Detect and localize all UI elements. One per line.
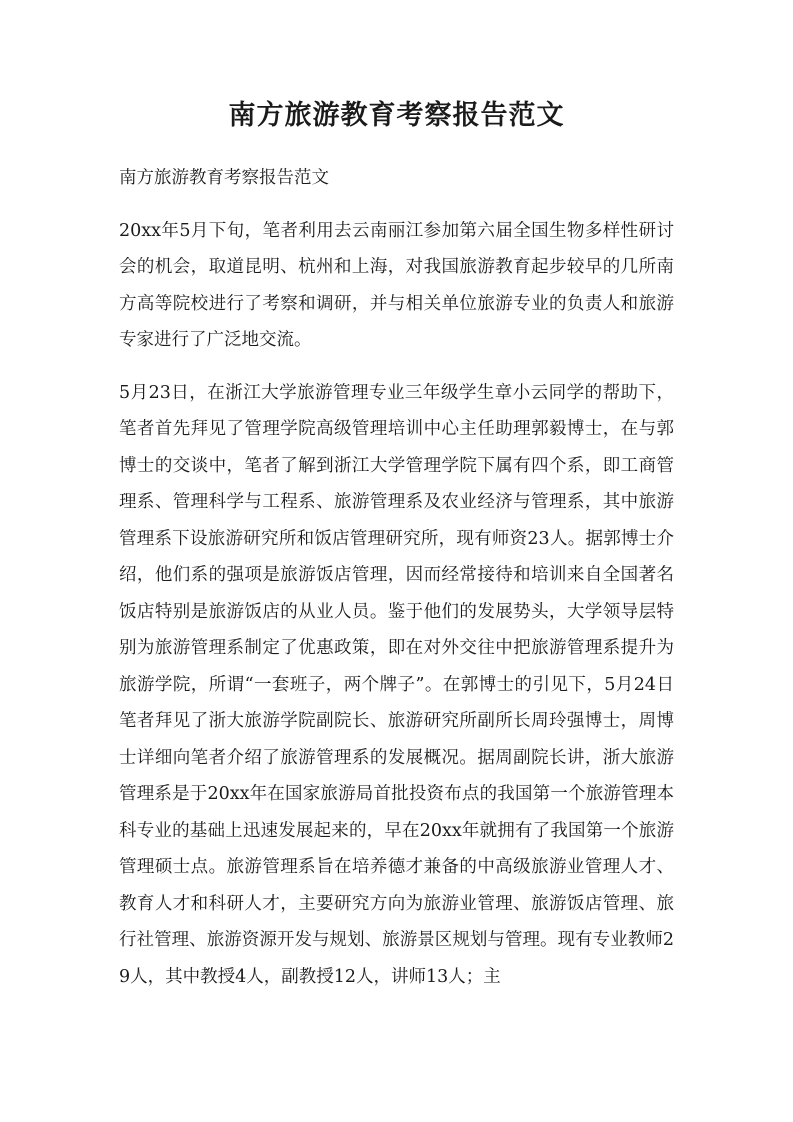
paragraph-zhejiang-visit: 5月23日，在浙江大学旅游管理专业三年级学生章小云同学的帮助下，笔者首先拜见了管理学院高级管理培训中心主任助理郭毅博士，在与郭博士的交谈中，笔者了解到浙江大学管理学院下属有四个系，即工商管理系、管理科学与工程系、旅游管理系及农业经济与管理系，其中旅游管理系下设旅游研究所和饭店管理研究所，现有师资23人。据郭博士介绍，他们系的强项是旅游饭店管理，因而经常接待和培训来自全国著名饭店特别是旅游饭店的从业人员。鉴于他们的发展势头，大学领导层特别为旅游管理系制定了优惠政策，即在对外交往中把旅游管理系提升为旅游学院，所谓“一套班子，两个牌子”。在郭博士的引见下，5月24日笔者拜见了浙大旅游学院副院长、旅游研究所副所长周玲强博士，周博士详细向笔者介绍了旅游管理系的发展概况。据周副院长讲，浙大旅游管理系是于20xx年在国家旅游局首批投资布点的我国第一个旅游管理本科专业的基础上迅速发展起来的，早在20xx年就拥有了我国第一个旅游管理硕士点。旅游管理系旨在培养德才兼备的中高级旅游业管理人才、教育人才和科研人才，主要研究方向为旅游业管理、旅游饭店管理、旅行社管理、旅游资源开发与规划、旅游景区规划与管理。现有专业教师29人，其中教授4人，副教授12人，讲师13人；主 xyxy=(119,382,674,987)
document-body xyxy=(119,160,674,995)
paragraph-intro: 20xx年5月下旬，笔者利用去云南丽江参加第六届全国生物多样性研讨会的机会，取道昆明、杭州和上海，对我国旅游教育起步较早的几所南方高等院校进行了考察和调研，并与相关单位旅游专业的负责人和旅游专家进行了广泛地交流。 xyxy=(119,220,674,350)
page-title: 南方旅游教育考察报告范文 xyxy=(228,100,565,131)
document-subtitle: 南方旅游教育考察报告范文 xyxy=(119,168,329,188)
